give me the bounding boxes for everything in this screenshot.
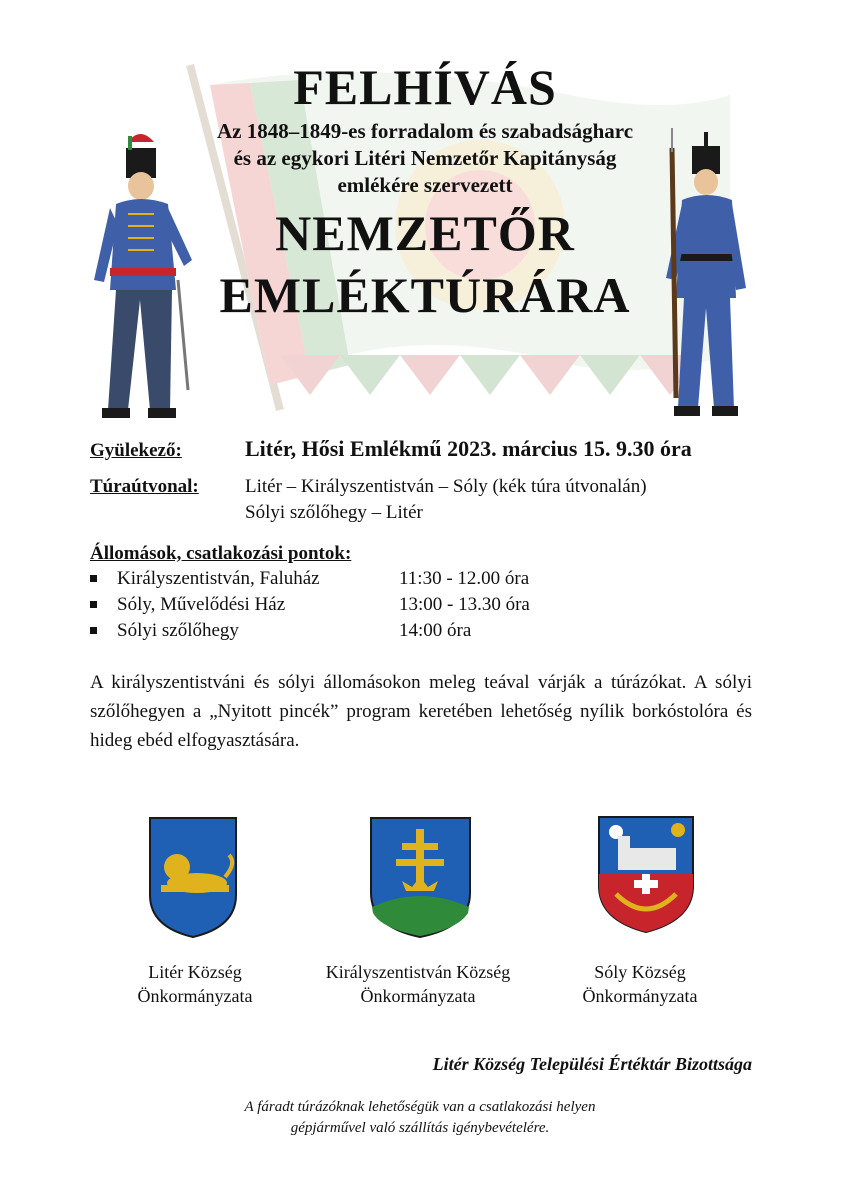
bullet-icon — [90, 575, 97, 582]
footnote — [150, 1097, 690, 1139]
bullet-icon — [90, 601, 97, 608]
station-time: 11:30 - 12.00 óra — [399, 568, 530, 589]
subtitle-line: emlékére szervezett — [337, 173, 513, 197]
organizer-suffix: Önkormányzata — [360, 986, 476, 1006]
info-paragraph: A királyszentistváni és sólyi állomásokon meleg teával várják a túrázókat. A sólyi szőlőhegyen a „Nyitott pincék” program keretében lehetőség nyílik borkóstolóra és hideg ebéd elfogyasztására. — [90, 672, 752, 751]
organizer-caption — [560, 960, 720, 1008]
station-time: 13:00 - 13.30 óra — [399, 594, 530, 615]
subtitle-line: és az egykori Litéri Nemzetőr Kapitányság — [233, 146, 617, 170]
organizer-caption — [115, 960, 275, 1008]
gathering-value: Litér, Hősi Emlékmű 2023. március 15. 9.30 óra — [245, 436, 692, 461]
station-name: Sóly, Művelődési Ház — [117, 594, 286, 615]
route-line: Sólyi szőlőhegy – Litér — [245, 502, 423, 523]
organizer-name: Litér Község — [148, 962, 242, 982]
page-title: FELHÍVÁS — [293, 59, 557, 115]
bullet-icon — [90, 627, 97, 634]
subtitle-line: Az 1848–1849-es forradalom és szabadságharc — [216, 119, 634, 143]
station-time: 14:00 óra — [399, 620, 472, 641]
list-item — [90, 568, 590, 594]
organizer-suffix: Önkormányzata — [137, 986, 253, 1006]
stations-title: Állomások, csatlakozási pontok: — [90, 543, 352, 564]
gathering-label: Gyülekező: — [90, 440, 182, 461]
organizer-suffix: Önkormányzata — [582, 986, 698, 1006]
liter-coat-of-arms-icon — [147, 815, 239, 940]
committee-signature: Litér Község Települési Értéktár Bizottsága — [432, 1054, 752, 1074]
list-item — [90, 620, 590, 646]
station-name: Királyszentistván, Faluház — [117, 568, 320, 589]
footnote-line: A fáradt túrázóknak lehetőségük van a csatlakozási helyen — [244, 1099, 596, 1115]
organizer-name: Sóly Község — [594, 962, 686, 982]
route-line: Litér – Királyszentistván – Sóly (kék túra útvonalán) — [245, 476, 647, 497]
organizer-name: Királyszentistván Község — [325, 962, 511, 982]
list-item — [90, 594, 590, 620]
kiralyszentistvan-coat-of-arms-icon — [368, 815, 473, 940]
event-name: NEMZETŐR — [275, 205, 575, 261]
event-name: EMLÉKTÚRÁRA — [219, 267, 631, 323]
station-name: Sólyi szőlőhegy — [117, 620, 239, 641]
footnote-line: gépjárművel való szállítás igénybevételére. — [290, 1120, 550, 1136]
soly-coat-of-arms-icon — [596, 814, 696, 934]
route-label: Túraútvonal: — [90, 476, 199, 497]
organizer-caption — [298, 960, 538, 1008]
